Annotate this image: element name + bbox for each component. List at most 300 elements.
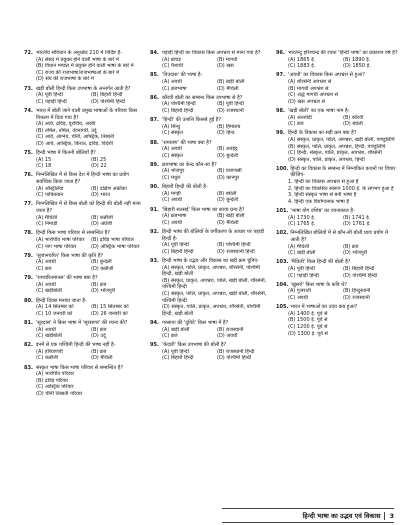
answer-option: (D) मैथिली	[217, 219, 239, 226]
question-column	[276, 50, 398, 502]
answer-option: (A) ऑस्ट्रेलिया	[36, 185, 64, 192]
question-number: 79.	[24, 275, 33, 282]
answer-option: (C) 18	[36, 163, 52, 170]
answer-option: (A) पश्चिमी हिन्दी	[162, 101, 196, 108]
answer-option: (A) पूर्वी हिन्दी	[162, 348, 189, 355]
answer-option: (B) पश्चिमी हिन्दी	[217, 242, 251, 249]
question-text: निम्नलिखित बोलियों में से कौन-सी बोली प्रायः प्रयोग में आती है?	[290, 230, 389, 243]
answer-option: (D) कानपुर	[217, 175, 240, 182]
question-item	[276, 208, 398, 228]
question-number: 89.	[150, 161, 159, 168]
answer-option: (C) बिहारी हिन्दी	[162, 107, 194, 114]
question-number: 98.	[276, 107, 285, 114]
answer-option: (C) निमाड़ी	[36, 221, 58, 228]
question-item	[276, 259, 398, 279]
answer-option: (C) बिहारी हिन्दी	[162, 355, 194, 362]
question-text: 'रामचरितमानस' की भाषा क्या है?	[36, 275, 98, 282]
question-column	[150, 50, 272, 502]
question-head	[150, 162, 272, 169]
question-text: हिन्दी का विकास के सम्बन्ध में निम्नांकित कथनों पर विचार कीजिए-	[290, 165, 396, 179]
answer-option: (B) मागधी	[217, 56, 238, 63]
answer-option: (A) मगही	[162, 190, 181, 197]
question-item	[24, 253, 146, 273]
question-text: 'मैथिली' किस हिन्दी की बोली है?	[290, 259, 351, 266]
question-head	[24, 365, 146, 372]
question-item	[276, 72, 398, 105]
question-head	[24, 108, 146, 121]
question-number: 92.	[150, 229, 159, 235]
question-item	[276, 282, 398, 302]
question-item	[24, 108, 146, 148]
answer-option: (C) पहाड़ी हिन्दी	[288, 272, 319, 279]
question-head	[276, 108, 398, 115]
question-head	[150, 72, 272, 79]
answer-option: (C) आस्ट्रिक परिवार	[36, 384, 74, 391]
question-text: निम्नलिखित में से किस बोली को हिन्दी की बोली नहीं माना जाता है?	[36, 201, 141, 215]
option-list	[150, 191, 272, 204]
answer-option: (C) पहाड़ी हिन्दी	[36, 98, 67, 105]
question-head	[24, 201, 146, 214]
question-head	[276, 72, 398, 79]
question-number: 91.	[150, 206, 159, 213]
answer-option: (A) मैथिली	[36, 214, 58, 221]
answer-option: (A) भारोपीय परिवार	[36, 371, 74, 378]
option-list	[24, 92, 146, 105]
answer-option: (A) भारोपीय भाषा परिवार	[36, 237, 85, 243]
answer-option: (D) उर्दू	[91, 333, 106, 340]
question-text: 'केदारी' किस उपभाषा की बोली है?	[162, 342, 227, 349]
answer-option: (A) पूर्वी हिन्दी	[288, 265, 315, 272]
answer-option: (B) अवहट्ट	[217, 146, 238, 153]
answer-option: (C) संस्कृत, पालि, प्राकृत, अपभ्रंश, खड़ी बोली, शौरसेनी, पश्चिमी हिन्दी	[162, 290, 267, 304]
answer-option: (D) संस्कृत, पालि, प्राकृत, अपभ्रंश, शौरसेनी, पश्चिमी हिन्दी, खड़ी बोली	[162, 304, 261, 317]
page-footer	[222, 508, 394, 523]
question-head	[24, 172, 146, 185]
answer-option: (D) पश्चिमी हिन्दी	[343, 272, 378, 279]
answer-option: (A) हरियाणवी	[36, 348, 63, 355]
option-list	[276, 79, 398, 105]
question-text: हिन्दी भाषा के उद्भव और विकास का सही क्रम चुनिए-	[162, 257, 259, 264]
option-list	[24, 259, 146, 272]
option-list	[150, 213, 272, 226]
question-number: 73.	[24, 85, 33, 92]
answer-option: (A) अवधी	[162, 78, 182, 85]
question-item	[24, 201, 146, 227]
page-number: 3	[384, 512, 394, 520]
answer-option: (A) पूर्वी हिन्दी	[36, 92, 63, 99]
question-item	[24, 86, 146, 106]
question-head	[150, 207, 272, 214]
question-number: 99.	[276, 130, 285, 137]
answer-option: (D) 1761 ई.	[343, 221, 371, 228]
answer-option: (B) 1890 ई.	[343, 56, 371, 63]
answer-option: (C) बिहारी हिन्दी	[162, 248, 194, 255]
answer-option: (C) अर्द्ध मागधी अपभ्रंश से	[288, 92, 338, 99]
question-text: भारत में बोली जाने वाली प्रमुख भाषाओं के परिवार किस विकल्प में दिया गया है?	[36, 107, 138, 121]
answer-option: (B) वाराणसी	[217, 168, 242, 175]
answer-option: (D) राजस्थानी	[217, 107, 244, 114]
question-number: 74.	[24, 107, 33, 114]
question-text: इनमें से एक पश्चिमी हिन्दी की भाषा नहीं है-	[36, 342, 116, 349]
question-number: 79.	[24, 252, 33, 259]
option-list	[150, 79, 272, 92]
question-number: 97.	[276, 72, 285, 79]
question-text: 'रामायण' की भाषा क्या है?	[162, 139, 212, 146]
question-item	[150, 229, 272, 255]
question-item	[24, 320, 146, 340]
answer-option: (C) पाकिस्तान	[36, 192, 64, 199]
answer-option: (C) हिन्दी, संस्कृत, पालि, प्राकृत, अपभ्रंश, शौरसेनी	[288, 150, 382, 157]
question-head	[150, 95, 272, 102]
option-list	[150, 57, 272, 70]
question-item	[276, 166, 398, 206]
option-list	[150, 242, 272, 255]
question-item	[150, 72, 272, 92]
option-list	[150, 124, 272, 137]
question-text: 'खुसरो' किस भाषा के कवि थे?	[290, 281, 347, 288]
question-number: 101.	[276, 208, 289, 215]
question-text: 'अवधी' का विकास किस अपभ्रंश से हुआ?	[288, 72, 365, 79]
answer-option: (C) संस्कृत	[162, 130, 183, 137]
question-item	[150, 258, 272, 317]
answer-option: (A) भोजपुर	[162, 168, 185, 175]
question-text: भारत में भाषाओं का उदय कब हुआ?	[290, 304, 358, 311]
answer-option: (C) कन्नौजी	[36, 355, 58, 362]
question-head	[276, 50, 398, 57]
question-number: 88.	[150, 139, 159, 146]
option-list	[24, 304, 146, 317]
question-head	[150, 184, 272, 191]
question-number: 102.	[276, 230, 289, 237]
answer-option: (D) आर्य, आस्ट्रिक, किरात, द्रविड़, विदेशी	[36, 140, 113, 147]
question-number: 83.	[24, 364, 33, 371]
answer-option: (C) अवधी	[162, 197, 182, 204]
question-item	[276, 230, 398, 256]
answer-option: (B) हिमालय	[217, 123, 241, 130]
answer-option: (B) राजस्थानी	[217, 326, 244, 333]
question-number: 105.	[276, 304, 289, 311]
option-list	[150, 146, 272, 159]
question-head	[276, 282, 398, 289]
question-item	[150, 95, 272, 115]
answer-option: (C) 10 जनवरी को	[36, 310, 73, 317]
question-item	[24, 275, 146, 295]
question-number: 72.	[24, 50, 33, 56]
question-number: 93.	[150, 257, 159, 264]
answer-option: (B) संस्कृत, पालि, प्राकृत, अपभ्रंश, हिन्दी, पाण्डुलिपि	[288, 143, 386, 150]
answer-option: (B) ब्रज	[343, 243, 359, 250]
answer-option: (C) अवधी	[288, 294, 308, 301]
question-item	[24, 365, 146, 398]
question-head	[150, 342, 272, 349]
answer-option: (B) कौरवी	[343, 114, 364, 121]
answer-option: (D) बुन्देली	[217, 152, 239, 159]
question-item	[150, 117, 272, 137]
answer-option: (B) संस्कृत, प्राकृत, अपभ्रंश, पालि, खड़ी बोली, शौरसेनी, पश्चिमी हिन्दी	[162, 277, 267, 291]
question-head	[24, 50, 146, 57]
answer-option: (B) बघेली	[217, 190, 237, 197]
footer-title: हिन्दी भाषा का उद्भव एवं विकास	[302, 512, 381, 520]
option-list	[276, 115, 398, 128]
answer-option: (C) संस्कृत	[162, 152, 183, 159]
question-head	[150, 50, 272, 57]
question-text: हिन्दी किस भाषा परिवार से सम्बन्धित है?	[36, 230, 110, 237]
question-text: 'सुजानचरित' किस भाषा की कृति है?	[36, 252, 104, 259]
question-number: 78.	[24, 230, 33, 237]
question-text: 'हिन्दी' की उत्पत्ति किससे हुई है?	[162, 117, 222, 124]
answer-option: (A) संस्कृत, पालि, प्राकृत, अपभ्रंश, शौरसेनी, पश्चिमी हिन्दी, खड़ी बोली	[162, 264, 260, 278]
question-number: 82.	[24, 342, 33, 349]
answer-option: (C) ब्रज	[288, 121, 304, 128]
answer-option: (C) मथुरा	[162, 175, 181, 182]
question-head	[24, 320, 146, 327]
question-item	[24, 298, 146, 318]
question-head	[276, 208, 398, 215]
question-item	[24, 342, 146, 362]
answer-option: (B) 15 सितम्बर को	[91, 304, 129, 311]
option-list	[276, 179, 398, 205]
answer-option: (A) सिन्धु	[162, 123, 181, 130]
answer-option: (B) बिहारी हिन्दी	[91, 92, 123, 99]
question-text: ब्रजभाषा का केन्द्र कौन-सा है?	[162, 161, 217, 168]
option-list	[150, 168, 272, 181]
question-text: 'पिउदास' की भाषा है-	[162, 72, 203, 79]
option-list	[150, 265, 272, 318]
question-text: भारतेन्दु हरिश्चन्द्र की रचना 'हिन्दी भाषा' का प्रकाशन वर्ष है?	[288, 50, 398, 56]
answer-option: (C) आर्य, आग्नेय, चीनी, आस्ट्रिक, तिब्बती	[36, 134, 115, 141]
answer-option: (A) 1730 ई.	[288, 214, 316, 221]
question-text: 'भाषा योग वशिष्ठ' का रचनाकाल है-	[290, 208, 355, 215]
question-item	[150, 50, 272, 70]
answer-option: (D) 1300 ई. पूर्व से	[288, 330, 328, 337]
answer-option: (A) अवधी	[36, 326, 56, 333]
option-list	[24, 121, 146, 147]
option-list	[150, 327, 272, 340]
option-list	[276, 137, 398, 163]
question-text: बिहारी हिन्दी की बोली है-	[162, 184, 208, 191]
question-head	[150, 258, 272, 265]
answer-option: (D) चीनी तिब्बती परिवार	[36, 391, 83, 398]
answer-option: (A) अवधी	[36, 259, 56, 266]
question-item	[150, 207, 272, 227]
answer-option: (A) आर्य, द्रविड़, यूरोपीय, अरबी	[36, 121, 96, 128]
question-head	[24, 275, 146, 282]
question-item	[24, 172, 146, 198]
answer-option: (C) 1765 ई.	[288, 221, 316, 228]
question-item	[150, 320, 272, 340]
question-item	[150, 184, 272, 204]
answer-option: (A) शौरसेनी अपभ्रंश से	[288, 78, 332, 85]
question-head	[24, 86, 146, 93]
option-list	[150, 101, 272, 114]
answer-option: (B) कन्नौजी	[91, 214, 113, 221]
question-text: कौरवी बोली का सम्बन्ध किस उपभाषा से है?	[162, 94, 243, 101]
option-list	[276, 288, 398, 301]
option-list	[24, 157, 146, 170]
answer-option: (B) तमिल, तमिल, देवनागरी, उर्दू	[36, 127, 97, 134]
answer-option: (B) द्रविड़ भाषा परिवार	[91, 237, 134, 243]
question-number: 85.	[150, 72, 159, 79]
answer-option: (B) ब्रज	[91, 326, 107, 333]
answer-option: (A) 15	[36, 156, 52, 163]
question-number: 86.	[150, 94, 159, 101]
answer-option: (A) 1865 ई.	[288, 56, 316, 63]
question-number: 76.	[24, 172, 33, 179]
answer-option: (D) बुन्देली	[217, 197, 239, 204]
answer-option: (D) अंग्रेजी	[91, 221, 112, 228]
option-list	[150, 349, 272, 362]
option-list	[276, 311, 398, 337]
question-head	[24, 298, 146, 305]
option-list	[276, 57, 398, 70]
answer-option: (A) अवधी	[36, 281, 56, 288]
answer-option: (A) अवधी	[162, 146, 182, 153]
option-list	[24, 57, 146, 83]
question-text: हिन्दी दिवस मनाया जाता है-	[36, 297, 87, 304]
question-text: 'सूरदास' ने किस भाषा में 'सूरसागर' की रचना की?	[36, 319, 128, 326]
option-list	[24, 327, 146, 340]
option-list	[24, 349, 146, 362]
answer-option: (B) मागधी अपभ्रंश से	[288, 85, 329, 92]
answer-option: (B) खड़ी बोली	[217, 213, 245, 220]
question-number: 103.	[276, 259, 289, 266]
question-text: खड़ी बोली हिन्दी किस उपभाषा के अन्तर्गत आती है?	[36, 85, 131, 92]
option-list	[276, 215, 398, 228]
answer-option: (D) हिन्द	[217, 130, 235, 137]
answer-option: (D) राजस्थानी हिन्दी	[217, 248, 255, 255]
answer-option: (A) संसद में प्रयुक्त होने वाली भाषा के बारे में	[36, 56, 119, 63]
question-number: 81.	[24, 319, 33, 326]
answer-option: (D) ऑस्ट्रिक भाषा परिवार	[91, 243, 140, 250]
answer-option: (C) ब्रजभाषा	[162, 85, 187, 92]
answer-option: (D) राजस्थानी	[343, 294, 370, 301]
answer-option: (A) अन्तर्वेदी	[288, 114, 312, 121]
answer-option: (C) ब्रज	[36, 265, 52, 272]
question-head	[276, 304, 398, 311]
question-number: 77.	[24, 201, 33, 208]
answer-option: (B) बुन्देली	[91, 259, 112, 266]
question-text: संस्कृत भाषा किस भाषा परिवार से सम्बन्धित है?	[36, 364, 124, 371]
question-number: 94.	[150, 319, 159, 326]
question-head	[24, 230, 146, 237]
answer-option: (A) 14 सितम्बर को	[36, 304, 74, 311]
answer-option: (B) 1741 ई.	[343, 214, 371, 221]
answer-option: 4. हिन्दी एक वियोगात्मक भाषा है	[288, 198, 350, 205]
answer-option: (D) बघेली	[343, 121, 363, 128]
answer-option: (C) खड़ीबोली	[36, 333, 62, 340]
answer-option: (C) खड़ी बोली	[288, 250, 316, 257]
question-head	[24, 342, 146, 349]
question-text: 'बिहारी सतसई' किस भाषा का काव्य ग्रन्थ है?	[162, 206, 245, 213]
question-text: हिन्दी भाषा में कितनी बोलियाँ हैं?	[36, 150, 96, 157]
answer-option: 3. हिन्दी संस्कृत भाषा से बनी भाषा है	[288, 192, 357, 199]
answer-option: (A) 1400 ई. पूर्व से	[288, 310, 328, 317]
question-item	[24, 50, 146, 83]
answer-option: (B) दक्षिण अफ्रीका	[91, 185, 127, 192]
question-number: 104.	[276, 281, 289, 288]
question-head	[276, 259, 398, 266]
answer-option: (D) भोजपुरी	[343, 250, 368, 257]
answer-option: (D) भारत	[91, 192, 111, 199]
answer-option: (D) खस अपभ्रंश से	[288, 98, 325, 105]
question-head	[150, 117, 272, 124]
question-text: भारतीय संविधान के अनुच्छेद 210 में निर्दिष्ट है-	[36, 50, 122, 56]
question-number: 87.	[150, 117, 159, 124]
answer-option: (D) 22	[91, 163, 107, 170]
answer-option: (A) ब्राचड़	[162, 56, 181, 63]
answer-option: (A) पूर्वी हिन्दी	[162, 242, 189, 249]
option-list	[276, 266, 398, 279]
question-head	[276, 130, 398, 137]
option-list	[24, 215, 146, 228]
question-head	[24, 253, 146, 260]
answer-option: (C) खड़ीबोली	[36, 288, 62, 295]
option-list	[24, 282, 146, 295]
question-number: 100.	[276, 165, 289, 172]
answer-option: 2. हिन्दी का विकसित स्वरूप 1000 ई. के लगभग हुआ है	[288, 185, 394, 192]
question-item	[150, 162, 272, 182]
answer-option: (D) संस्कृत, पालि, प्राकृत, अपभ्रंश, हिन्दी	[288, 156, 365, 163]
question-columns	[24, 50, 398, 502]
answer-option: (B) द्रविड़ परिवार	[36, 377, 69, 384]
question-text: परसाना की 'दुविदे' किस भाषा में है?	[162, 319, 229, 326]
question-number: 96.	[276, 50, 285, 56]
question-text: हिन्दी के विकास का सही क्रम क्या है?	[288, 130, 357, 137]
answer-option: (A) गुजराती	[288, 288, 311, 295]
answer-option: (A) मैथिली	[288, 243, 310, 250]
question-number: 84.	[150, 50, 159, 56]
answer-option: (C) अवधी	[162, 219, 182, 226]
question-item	[150, 140, 272, 160]
answer-option: (D) मैथिली	[91, 355, 113, 362]
question-number: 80.	[24, 297, 33, 304]
question-text: हिन्दी भाषा की बोलियों के वर्गीकरण के आधार पर पहाड़ी हिन्दी है-	[162, 229, 265, 242]
answer-option: (B) 25	[91, 156, 107, 163]
question-text: निम्नलिखित में से किस देश में हिन्दी भाषा का प्रयोग सर्वाधिक किया जाता है?	[36, 172, 130, 186]
answer-option: (D) संघ की राजभाषा के बारे में	[36, 76, 94, 83]
answer-option: (D) मैथिली	[217, 85, 239, 92]
answer-option: (A) संस्कृत, प्राकृत, पालि, अपभ्रंश, खड़ी बोली, पाण्डुलिपि	[288, 136, 395, 143]
answer-option: (B) पूर्वी हिन्दी	[217, 101, 244, 108]
answer-option: (D) अवधी	[217, 333, 238, 340]
answer-option: (A) खड़ी बोली	[162, 326, 190, 333]
question-item	[24, 230, 146, 250]
answer-option: (C) नाग भाषा परिवार	[36, 243, 77, 250]
answer-option: (C) 1883 ई.	[288, 63, 316, 70]
question-text: 'खड़ी बोली' का एक भाषा नाम है-	[288, 107, 350, 114]
question-head	[276, 166, 398, 179]
question-item	[24, 150, 146, 170]
question-head	[150, 140, 272, 147]
question-text: पहाड़ी हिन्दी का विकास किस अपभ्रंश से माना गया है?	[162, 50, 261, 56]
answer-option: (D) पश्चिमी हिन्दी	[91, 98, 126, 105]
answer-option: (C) 1200 ई. पूर्व से	[288, 323, 328, 330]
answer-option: (D) भोजपुरी	[91, 288, 116, 295]
question-number: 90.	[150, 184, 159, 191]
question-item	[276, 130, 398, 163]
question-item	[276, 108, 398, 128]
answer-option: (B) बिहारी हिन्दी	[343, 265, 375, 272]
answer-option: (D) पश्चिमी हिन्दी	[217, 355, 252, 362]
answer-option: (B) विधान मण्डल में प्रयुक्त होने वाली भाषा के बारे में	[36, 63, 134, 70]
question-item	[150, 342, 272, 362]
answer-option: (B) खड़ी बोली	[217, 78, 245, 85]
option-list	[24, 237, 146, 250]
question-head	[24, 150, 146, 157]
answer-option: (C) ब्रज	[162, 333, 178, 340]
answer-option: (B) हिन्दुस्तानी	[343, 288, 371, 295]
question-number: 95.	[150, 342, 159, 349]
